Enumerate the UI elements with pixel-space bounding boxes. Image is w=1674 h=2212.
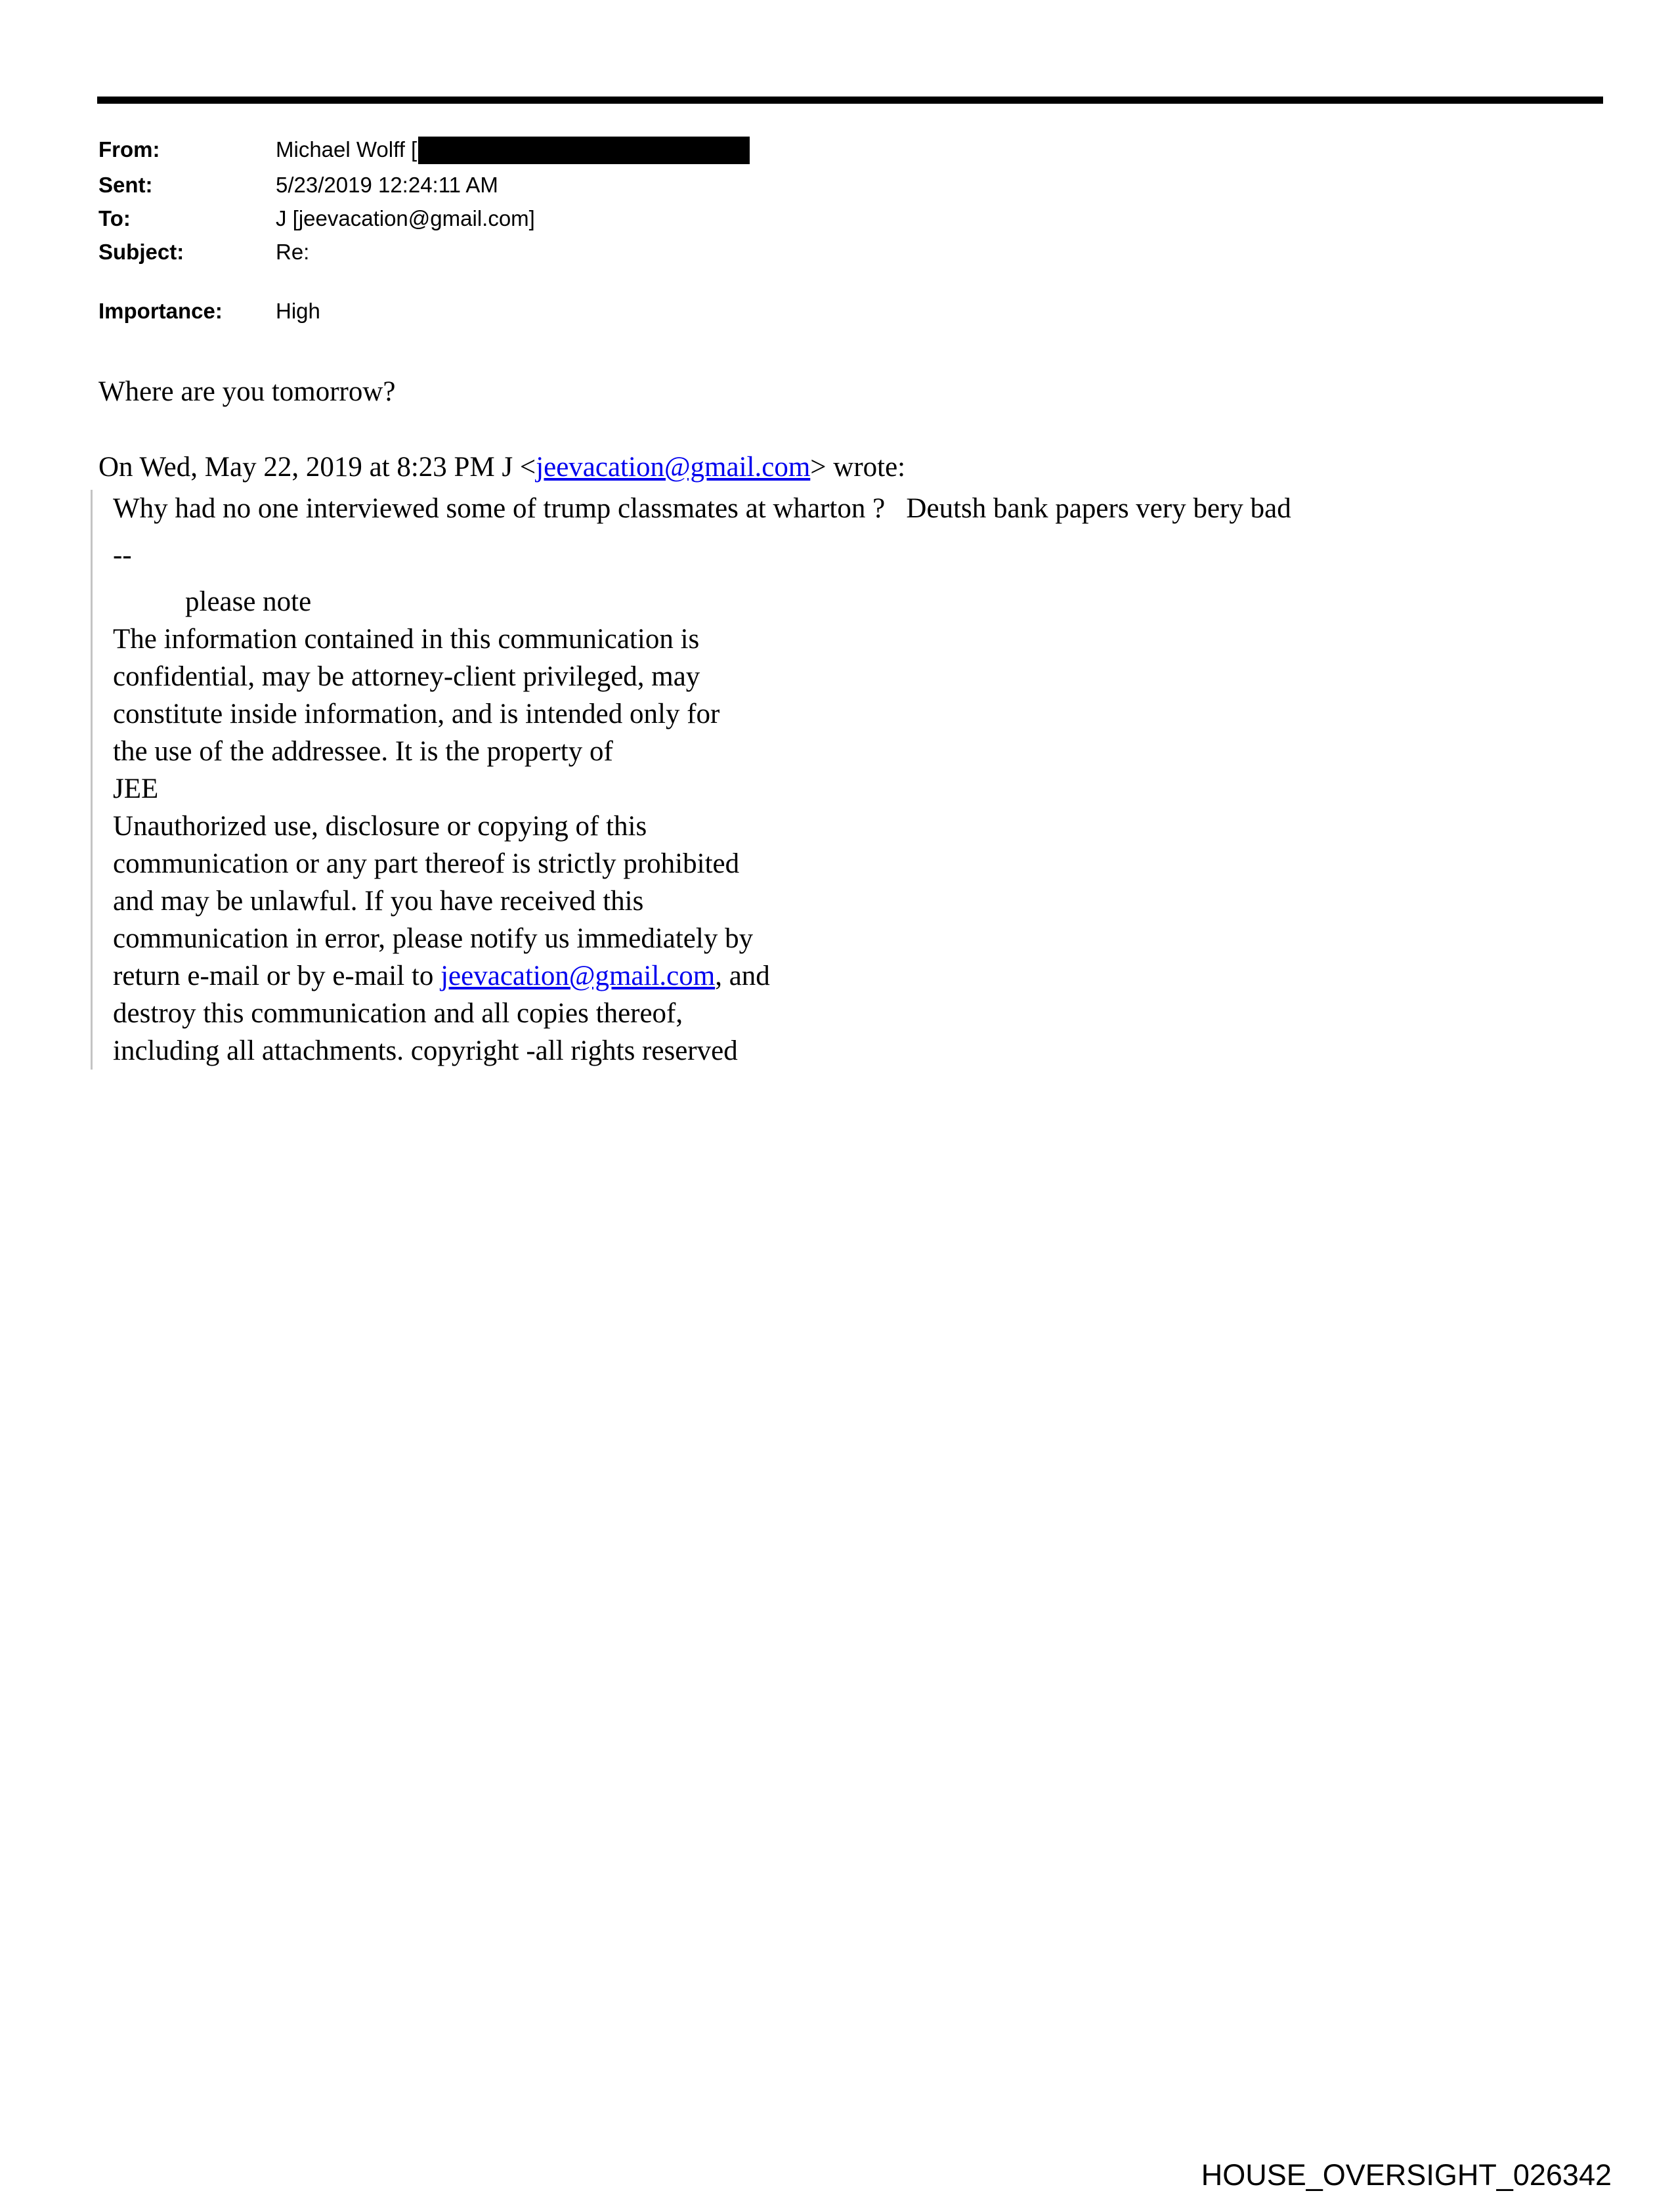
disclaimer-line: including all attachments. copyright -all rights reserved [113, 1035, 738, 1066]
bates-number: HOUSE_OVERSIGHT_026342 [1201, 2158, 1612, 2192]
disclaimer-email-link[interactable]: jeevacation@gmail.com [440, 961, 716, 991]
from-label: From: [98, 137, 160, 162]
from-sender-name: Michael Wolff [ [276, 137, 418, 162]
from-row [98, 137, 750, 164]
importance-row [98, 299, 750, 324]
disclaimer-line: the use of the addressee. It is the property of [113, 736, 613, 767]
from-value [276, 137, 750, 164]
disclaimer-line: Unauthorized use, disclosure or copying of this [113, 811, 647, 842]
body-intro-line: Where are you tomorrow? [98, 376, 396, 407]
header-divider-rule [97, 97, 1603, 104]
attribution-prefix: On Wed, May 22, 2019 at 8:23 PM J < [98, 452, 536, 483]
to-row [98, 206, 750, 231]
disclaimer-line: constitute inside information, and is intended only for [113, 699, 720, 729]
attribution-suffix: > wrote: [810, 452, 906, 483]
disclaimer-email-line [113, 957, 1628, 995]
disclaimer-note-line: please note [185, 586, 312, 617]
disclaimer-line: and may be unlawful. If you have received this [113, 886, 644, 917]
disclaimer-email-suffix: , and [715, 961, 770, 991]
disclaimer-email-prefix: return e-mail or by e-mail to [113, 961, 441, 991]
subject-value: Re: [276, 240, 310, 264]
sent-value: 5/23/2019 12:24:11 AM [276, 173, 498, 197]
subject-label: Subject: [98, 240, 184, 264]
quoted-message-line: Why had no one interviewed some of trump classmates at wharton ? Deutsh bank papers very bery bad [113, 493, 1291, 524]
disclaimer-line: confidential, may be attorney-client privileged, may [113, 661, 700, 692]
importance-value: High [276, 299, 320, 323]
disclaimer-line: JEE [113, 773, 159, 804]
email-body [98, 373, 1628, 1070]
to-label: To: [98, 206, 131, 230]
sent-label: Sent: [98, 173, 153, 197]
subject-row [98, 240, 750, 265]
sent-row [98, 173, 750, 198]
signature-delimiter: -- [113, 540, 132, 571]
attribution-email-link[interactable]: jeevacation@gmail.com [536, 452, 811, 483]
disclaimer-line: The information contained in this communication is [113, 624, 700, 655]
email-header [98, 137, 750, 332]
to-value: J [jeevacation@gmail.com] [276, 206, 535, 230]
disclaimer-line: destroy this communication and all copies thereof, [113, 998, 683, 1029]
disclaimer-line: communication or any part thereof is strictly prohibited [113, 848, 740, 879]
quote-attribution-line [98, 448, 1628, 486]
disclaimer-line: communication in error, please notify us immediately by [113, 923, 754, 954]
quoted-message-block [91, 490, 1628, 1070]
redaction-bar [418, 137, 750, 164]
importance-label: Importance: [98, 299, 223, 323]
